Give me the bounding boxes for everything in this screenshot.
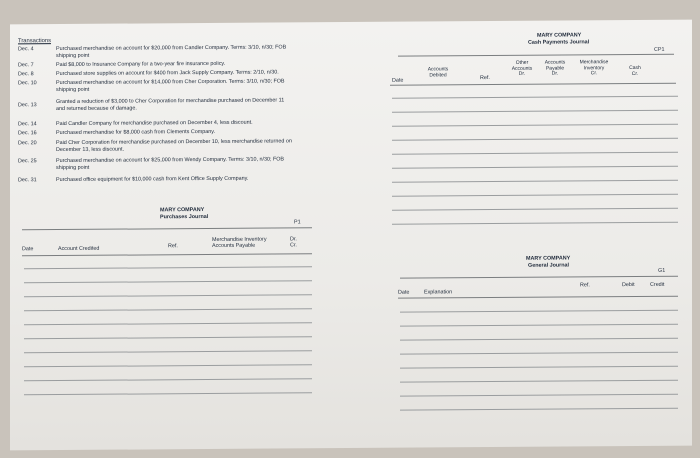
col-ref: Ref. (580, 282, 590, 289)
col-other-line1: Other (515, 59, 529, 66)
col-accounts: Accounts (427, 66, 449, 73)
col-date: Date (398, 289, 410, 296)
transaction-text-cont: shipping point (56, 164, 90, 172)
journal-entry-line[interactable] (24, 308, 312, 311)
purchases-journal-page: P1 (294, 219, 301, 226)
transaction-date: Dec. 25 (18, 158, 37, 165)
transaction-date: Dec. 16 (18, 130, 37, 137)
transaction-text: Purchased merchandise on account for $25,000 from Wendy Company. Terms: 3/10, n/30; FOB (56, 156, 285, 165)
journal-entry-line[interactable] (400, 352, 678, 355)
general-journal-title: General Journal (528, 262, 570, 269)
col-ap-line3: Dr. (551, 70, 559, 77)
journal-entry-line[interactable] (400, 310, 678, 313)
cash-payments-page: CP1 (654, 46, 665, 53)
journal-entry-line[interactable] (392, 180, 678, 183)
journal-entry-line[interactable] (24, 392, 312, 395)
journal-entry-line[interactable] (400, 338, 678, 341)
transactions-heading: Transactions (18, 38, 51, 45)
transaction-date: Dec. 14 (18, 121, 37, 128)
col-mi-line3: Cr. (590, 70, 598, 77)
col-explanation: Explanation (424, 289, 453, 296)
col-merch-dr: Dr. (290, 236, 297, 243)
journal-entry-line[interactable] (24, 364, 312, 367)
journal-entry-line[interactable] (392, 194, 678, 197)
journal-entry-line[interactable] (392, 166, 678, 169)
transaction-text-cont: shipping point (56, 86, 90, 94)
journal-entry-line[interactable] (24, 378, 312, 381)
transaction-date: Dec. 13 (18, 102, 37, 109)
col-credit: Credit (650, 281, 665, 288)
col-other-line3: Dr. (518, 70, 526, 78)
transaction-date: Dec. 4 (18, 46, 34, 53)
col-accounts-payable: Accounts Payable (212, 242, 256, 249)
col-cash (620, 66, 650, 77)
transaction-date: Dec. 8 (18, 71, 34, 78)
cash-payments-title: Cash Payments Journal (528, 39, 590, 46)
journal-entry-line[interactable] (392, 96, 678, 99)
journal-entry-line[interactable] (392, 208, 678, 211)
transaction-text: Paid Candler Company for merchandise purchased on December 4, less discount. (56, 119, 253, 128)
journal-entry-line[interactable] (24, 322, 312, 325)
transaction-text: Granted a reduction of $3,000 to Cher Corporation for merchandise purchased on December 11 (56, 97, 285, 106)
col-ref: Ref. (168, 243, 178, 250)
journal-entry-line[interactable] (24, 280, 312, 283)
transaction-text: Purchased office equipment for $10,000 cash from Kent Office Supply Company. (56, 175, 249, 184)
col-debited: Debited (429, 71, 447, 79)
journal-entry-line[interactable] (400, 380, 678, 383)
col-mi-line1: Merchandise (579, 59, 609, 66)
transaction-text-cont: shipping point (56, 52, 90, 60)
journal-entry-line[interactable] (400, 366, 678, 369)
journal-header-rule (398, 296, 678, 299)
col-account-credited: Account Credited (58, 245, 100, 253)
transaction-text: Paid $8,000 to Insurance Company for a two-year fire insurance policy. (56, 60, 226, 69)
journal-entry-line[interactable] (24, 294, 312, 297)
transaction-text: Purchased merchandise on account for $14,000 from Cher Corporation. Terms: 3/10, n/30; FOB (56, 78, 285, 87)
transaction-text: Purchased store supplies on account for $400 from Jack Supply Company. Terms: 2/10, n/30. (56, 69, 279, 78)
cash-payments-company: MARY COMPANY (537, 32, 582, 39)
col-ap-cr: Cr. (290, 242, 297, 249)
transaction-date: Dec. 20 (18, 140, 37, 147)
col-ap-line2: Payable (545, 65, 565, 72)
journal-entry-line[interactable] (24, 350, 312, 353)
col-debit: Debit (622, 282, 635, 289)
transaction-text: Purchased merchandise on account for $20,000 from Candler Company. Terms: 3/10, n/30; FOB (56, 44, 287, 53)
journal-entry-line[interactable] (24, 266, 312, 269)
journal-entry-line[interactable] (400, 324, 678, 327)
journal-entry-line[interactable] (400, 408, 678, 411)
journal-entry-line[interactable] (392, 110, 678, 113)
journal-entry-line[interactable] (392, 138, 678, 141)
transaction-date: Dec. 10 (18, 80, 37, 87)
col-accounts-debited (418, 67, 458, 78)
purchases-journal-title: Purchases Journal (160, 213, 209, 221)
col-merch-inventory: Merchandise Inventory (212, 236, 267, 243)
general-journal-page: G1 (658, 267, 666, 274)
col-mi-line2: Inventory (583, 64, 605, 71)
col-ap-line1: Accounts (544, 59, 566, 66)
general-journal-company: MARY COMPANY (526, 255, 571, 262)
col-merch-inventory (572, 60, 616, 77)
journal-top-rule (400, 276, 678, 279)
journal-entry-line[interactable] (392, 124, 678, 127)
transaction-text-cont: and returned because of damage. (56, 105, 137, 113)
col-date: Date (22, 246, 34, 253)
col-cash-line2: Cr. (631, 70, 639, 77)
worksheet (10, 20, 692, 451)
transaction-text: Paid Cher Corporation for merchandise purchased on December 10, less merchandise returned on (56, 138, 292, 147)
journal-top-rule (398, 54, 674, 57)
journal-entry-line[interactable] (24, 336, 312, 339)
journal-entry-line[interactable] (392, 152, 678, 155)
transaction-text-cont: December 13, less discount. (56, 146, 125, 154)
col-cash-line1: Cash (629, 64, 641, 72)
journal-header-rule (22, 253, 312, 256)
journal-header-rule (390, 83, 676, 86)
col-other-line2: Accounts (511, 65, 533, 72)
col-date: Date (392, 77, 404, 84)
transaction-date: Dec. 31 (18, 177, 37, 184)
transaction-text: Purchased merchandise for $8,000 cash from Clements Company. (56, 128, 215, 137)
col-ref: Ref. (480, 75, 490, 82)
journal-entry-line[interactable] (400, 394, 678, 397)
col-accounts-payable (538, 60, 572, 77)
transaction-date: Dec. 7 (18, 62, 34, 69)
purchases-journal-company: MARY COMPANY (160, 207, 205, 214)
col-other-accounts (505, 61, 539, 78)
journal-entry-line[interactable] (392, 222, 678, 225)
journal-top-rule (22, 227, 312, 230)
